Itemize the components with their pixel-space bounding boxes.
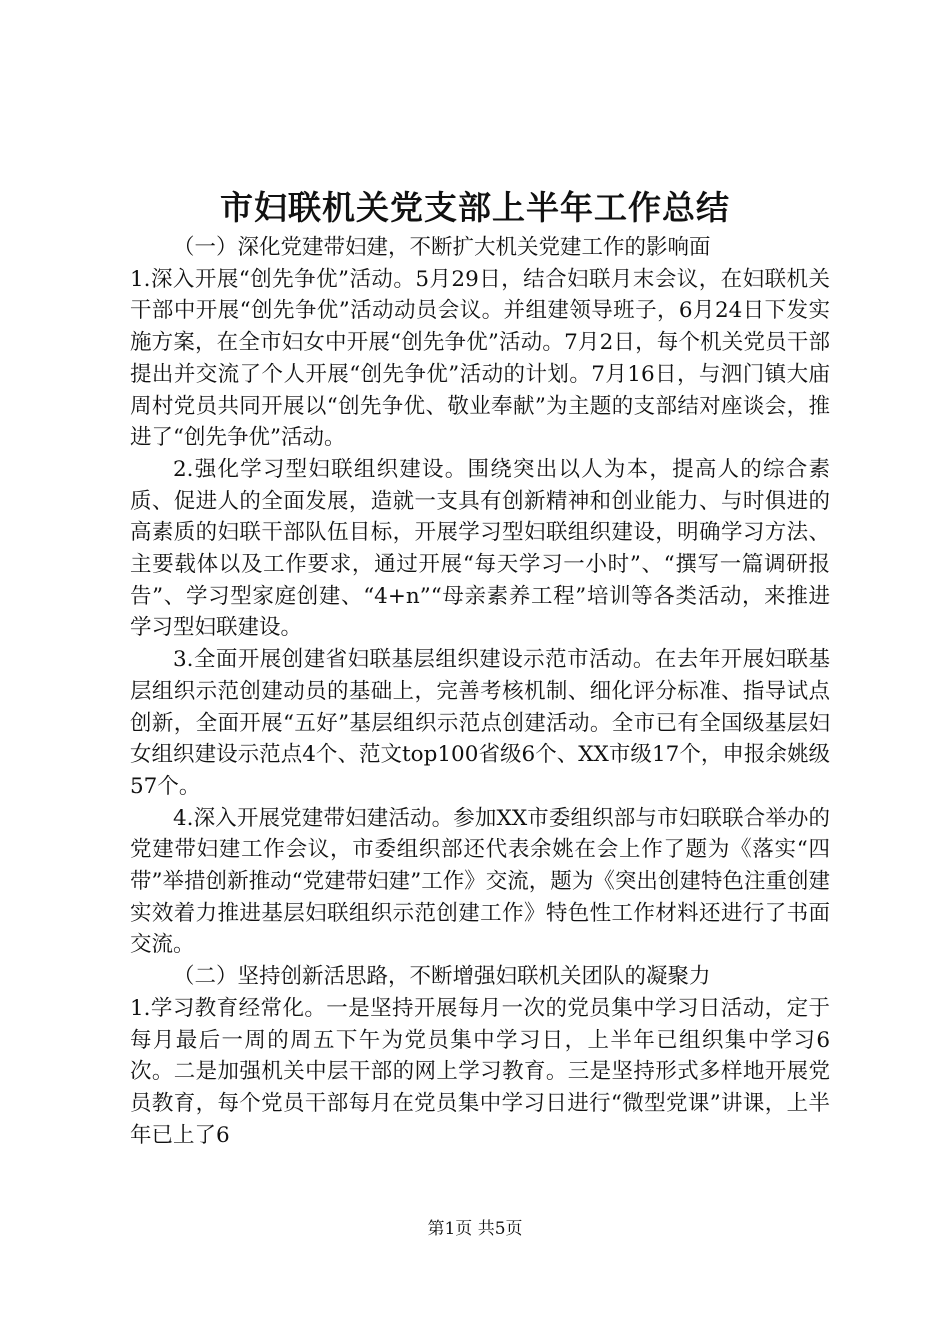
page-title: 市妇联机关党支部上半年工作总结 xyxy=(220,188,730,227)
paragraph: 1.学习教育经常化。一是坚持开展每月一次的党员集中学习日活动，定于每月最后一周的周五下午为党员集中学习日，上半年已组织集中学习6次。二是加强机关中层干部的网上学习教育。三是坚持形式多样地开展党员教育，每个党员干部每月在党员集中学习日进行“微型党课”讲课，上半年已上了6 xyxy=(130,995,830,1148)
paragraph: 1.深入开展“创先争优”活动。5月29日，结合妇联月末会议，在妇联机关干部中开展“创先争优”活动动员会议。并组建领导班子，6月24日下发实施方案，在全市妇女中开展“创先争优”活动。7月2日，每个机关党员干部提出并交流了个人开展“创先争优”活动的计划。7月16日，与泗门镇大庙周村党员共同开展以“创先争优、敬业奉献”为主题的支部结对座谈会，推进了“创先争优”活动。 xyxy=(130,266,830,451)
section-heading: （二）坚持创新活思路，不断增强妇联机关团队的凝聚力 xyxy=(173,964,711,990)
paragraph: 2.强化学习型妇联组织建设。围绕突出以人为本，提高人的综合素质、促进人的全面发展，造就一支具有创新精神和创业能力、与时俱进的高素质的妇联干部队伍目标，开展学习型妇联组织建设，明确学习方法、主要载体以及工作要求，通过开展“每天学习一小时”、“撰写一篇调研报告”、学习型家庭创建、“4+n”“母亲素养工程”培训等各类活动，来推进学习型妇联建设。 xyxy=(130,456,830,641)
document-body xyxy=(130,232,830,1151)
paragraph: 4.深入开展党建带妇建活动。参加XX市委组织部与市妇联联合举办的党建带妇建工作会议，市委组织部还代表余姚在会上作了题为《落实“四带”举措创新推动“党建带妇建”工作》交流，题为《突出创建特色注重创建实效着力推进基层妇联组织示范创建工作》特色性工作材料还进行了书面交流。 xyxy=(130,805,830,958)
page-footer: 第1页 共5页 xyxy=(427,1219,523,1239)
paragraph: 3.全面开展创建省妇联基层组织建设示范市活动。在去年开展妇联基层组织示范创建动员的基础上，完善考核机制、细化评分标准、指导试点创新，全面开展“五好”基层组织示范点创建活动。全市已有全国级基层妇女组织建设示范点4个、范文top100省级6个、XX市级17个，申报余姚级57个。 xyxy=(130,647,830,799)
section-heading: （一）深化党建带妇建，不断扩大机关党建工作的影响面 xyxy=(173,235,711,260)
